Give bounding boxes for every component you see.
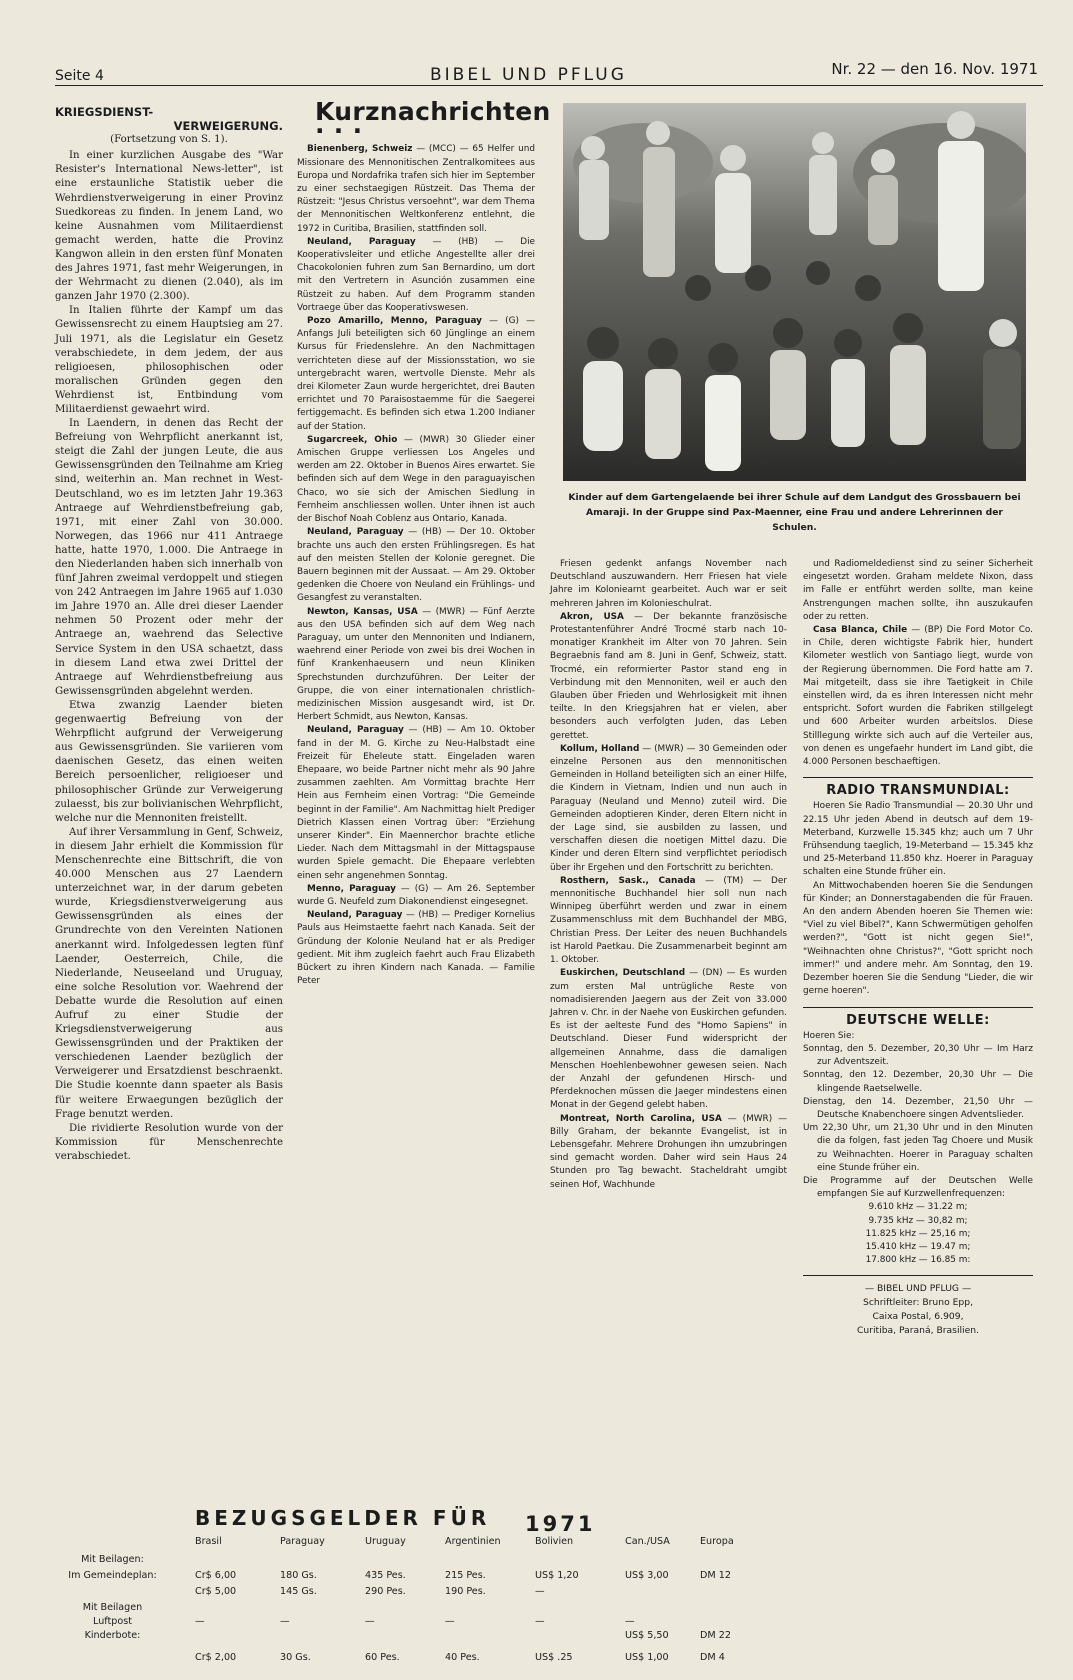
price-cell: 145 Gs. bbox=[280, 1586, 317, 1597]
deutsche-welle-title: DEUTSCHE WELLE: bbox=[846, 1012, 990, 1028]
news-item bbox=[550, 1113, 787, 1192]
prices-column-header: Europa bbox=[700, 1536, 734, 1547]
prices-row-label: Luftpost bbox=[93, 1616, 132, 1627]
price-cell: US$ 1,00 bbox=[625, 1652, 669, 1663]
news-column-4 bbox=[803, 558, 1033, 1338]
news-column-3 bbox=[550, 558, 787, 1192]
dw-item: Um 22,30 Uhr, um 21,30 Uhr und in den Minuten die da folgen, fast jeden Tag Choere und Musik zu Weihnachten. Hoerer in Paraguay schalten eine Stunde früher ein. bbox=[803, 1123, 1033, 1173]
news-item bbox=[803, 558, 1033, 624]
news-location: Montreat, North Carolina, USA bbox=[560, 1113, 722, 1124]
news-item bbox=[297, 883, 535, 909]
news-location: Euskirchen, Deutschland bbox=[560, 968, 686, 979]
prices-row bbox=[55, 1616, 800, 1630]
news-location: Menno, Paraguay bbox=[307, 883, 396, 894]
prices-row bbox=[55, 1652, 800, 1666]
news-location: Casa Blanca, Chile bbox=[813, 625, 908, 636]
price-cell: US$ 1,20 bbox=[535, 1570, 579, 1581]
prices-column-header: Bolivien bbox=[535, 1536, 574, 1547]
photo-caption: Kinder auf dem Gartengelaende bei ihrer Schule auf dem Landgut des Grossbauern bei Amaraji. In der Gruppe sind Pax-Maenner, eine Frau und andere Lehrerinnen der Schulen. bbox=[568, 492, 1021, 533]
price-cell: 180 Gs. bbox=[280, 1570, 317, 1581]
prices-header-row bbox=[55, 1536, 800, 1550]
prices-column-header: Brasil bbox=[195, 1536, 222, 1547]
prices-column-header: Can./USA bbox=[625, 1536, 670, 1547]
prices-column-header: Paraguay bbox=[280, 1536, 325, 1547]
dw-item: Die Programme auf der Deutschen Welle empfangen Sie auf Kurzwellenfrequenzen: bbox=[803, 1175, 1033, 1200]
prices-row-label: Kinderbote: bbox=[84, 1630, 141, 1641]
price-cell: — bbox=[445, 1616, 455, 1627]
news-location: Neuland, Paraguay bbox=[307, 236, 416, 247]
price-cell: 435 Pes. bbox=[365, 1570, 406, 1581]
news-text: — Der bekannte französische Protestantenführer André Trocmé starb nach 10-monatiger Krankheit im Alter von 70 Jahren. Sein Begraebnis fand am 8. Juni in Genf, Schweiz, statt. Trocmé, ein reformierter Pastor stand eng in Verbindung mit den Mennoniten, weil er auch den Glauben über Frieden und Wehrlosigkeit mit ihnen teilte. In den Kriegsjahren hat er vielen, aber besonders auch verfolgten Juden, das Leben gerettet. bbox=[550, 611, 787, 741]
news-text: — (G) — Anfangs Juli beteiligten sich 60 Jünglinge an einem Kursus für Friedenslehre. An den Nachmittagen verrichteten diese auf der Missionsstation, wo sie untergebracht waren, wertvolle Dienste. Mehr als drei Kilometer Zaun wurde hergerichtet, drei Bauten errichtet und 70 Paraisostaemme für die Saegerei fertiggemacht. Es befinden sich etwa 1.200 Indianer auf der Station. bbox=[297, 316, 535, 432]
dw-frequency: 11.825 kHz — 25,16 m; bbox=[865, 1228, 971, 1239]
prices-row bbox=[55, 1570, 800, 1584]
photo-image bbox=[563, 103, 1026, 481]
subscription-prices bbox=[55, 1506, 800, 1676]
paragraph: In einer kurzlichen Ausgabe des "War Resister's International News-letter", ist eine erstaunliche Statistik ueber die Wehrdienstverweigerung in einer Provinz Suedkoreas zu finden. In jenem Land, wo keine Ausnahmen vom Militaerdienst gemacht werden, hatte die Provinz Kangwon allein in den ersten fünf Monaten des Jahres 1971, fast mehr Weigerungen, in der Wehrmacht zu dienen (2.040), als im ganzen Jahr 1970 (2.300). bbox=[55, 150, 283, 303]
imprint bbox=[803, 1282, 1033, 1338]
prices-column-header: Uruguay bbox=[365, 1536, 406, 1547]
article-kriegsdienst bbox=[55, 105, 283, 1164]
prices-row bbox=[55, 1586, 800, 1600]
continuation-note: (Fortsetzung von S. 1). bbox=[110, 134, 228, 146]
news-text: — (HB) — Prediger Kornelius Pauls aus Heimstaette faehrt nach Kanada. Seit der Gründung der Kolonie Neuland hat er als Prediger gedient. Mit ihm zugleich faehrt auch Frau Elizabeth Bückert zu ihren Kindern nach Kanada. — Familie Peter bbox=[297, 910, 535, 987]
paragraph: Die rividierte Resolution wurde von der Kommission für Menschenrechte verabschiedet. bbox=[55, 1122, 283, 1162]
price-cell: 40 Pes. bbox=[445, 1652, 480, 1663]
price-cell: DM 4 bbox=[700, 1652, 725, 1663]
header-rule bbox=[55, 85, 1043, 86]
imprint-line: Curitiba, Paraná, Brasilien. bbox=[856, 1325, 980, 1337]
news-item bbox=[297, 434, 535, 526]
news-item bbox=[550, 611, 787, 743]
news-item bbox=[297, 315, 535, 434]
news-location: Neuland, Paraguay bbox=[307, 725, 404, 736]
news-item bbox=[297, 606, 535, 725]
price-cell: Cr$ 6,00 bbox=[195, 1570, 237, 1581]
radio-paragraph: An Mittwochabenden hoeren Sie die Sendungen für Kinder; an Donnerstagabenden die für Frauen. An den andern Abenden hoeren Sie Themen wie: "Viel zu viel Bibel?", Kann Schwermütigen geholfen werden?", "Gott ist nicht gegen Sie!", "Weihnachten ohne Christus?", "Gott spricht noch immer!" und andere mehr. Am Sonntag, den 19. Dezember hoeren Sie die Sendung "Lieder, die wir gerne hoeren". bbox=[803, 880, 1033, 997]
dw-frequency: 9.735 kHz — 30,82 m; bbox=[868, 1215, 968, 1226]
paragraph: Auf ihrer Versammlung in Genf, Schweiz, in diesem Jahr erhielt die Kommission für Menschenrechte eine Bittschrift, die von 40.000 Menschen aus 27 Laendern unterzeichnet war, in der darum gebeten wurde, Kriegsdienstverweigerung aus Gewissensgründen als eines der Grundrechte von den Vereinten Nationen anerkannt wird. Infolgedessen legten fünf Laender, Oesterreich, Chile, die Niederlande, Neuseeland und Uruguay, eine solche Resolution vor. Waehrend der Debatte wurde die Resolution auf einen Aufruf zu einer Studie der Kriegsdienstverweigerung aus Gewissensgründen und der Praktiken der verschiedenen Laender bezüglich der Verweigerer und Ersatzdienst beschraenkt. Die Studie koennte dann spaeter als Basis für weitere Erwaegungen bezüglich der Frage benutzt werden. bbox=[55, 826, 283, 1120]
article-title-line1: KRIEGSDIENST- bbox=[55, 105, 154, 119]
radio-transmundial-title: RADIO TRANSMUNDIAL: bbox=[826, 783, 1010, 799]
news-text: — (MWR) — Fünf Aerzte aus den USA befinden sich auf dem Weg nach Paraguay, um unter den Mennoniten und Indianern, waehrend einer Periode von zwei bis drei Wochen in fünf Krankenhaeusern und neun Kliniken Sprechstunden durchzuführen. Der Leiter der Gruppe, die von einer internationalen christlich-medizinischen Mission ausgesandt wird, ist Dr. Herbert Schmidt, aus Newton, Kansas. bbox=[297, 606, 536, 723]
news-item bbox=[550, 743, 787, 875]
section-title: Kurznachrichten . . . bbox=[315, 97, 551, 140]
dw-frequency: 9.610 kHz — 31.22 m; bbox=[868, 1202, 968, 1213]
page-number: Seite 4 bbox=[55, 68, 104, 84]
prices-column-header: Argentinien bbox=[445, 1536, 501, 1547]
price-cell: 60 Pes. bbox=[365, 1652, 400, 1663]
news-item bbox=[297, 143, 535, 235]
news-text: — (HB) — Der 10. Oktober brachte uns auch den ersten Frühlingsregen. Es hat auf den meisten Stellen der Kolonie geregnet. Die Bauern beginnen mit der Aussaat. — Am 29. Oktober gedenken die Choere von Neuland ein Frühlings- und Gesangfest zu veranstalten. bbox=[297, 527, 535, 604]
news-item bbox=[803, 624, 1033, 769]
news-location: Sugarcreek, Ohio bbox=[307, 434, 398, 445]
news-text: — (MWR) 30 Glieder einer Amischen Gruppe verliessen Los Angeles und werden am 22. Oktober in Buenos Aires erwartet. Sie befinden sich auf dem Wege in den paraguayischen Chaco, wo sie sich der Amischen Siedlung in Fernheim anschliessen wollen. Unter ihnen ist auch der Bischof Noah Coblenz aus Ontario, Kanada. bbox=[297, 434, 535, 525]
news-text: und Radiomeldedienst sind zu seiner Sicherheit eingesetzt worden. Graham meldete Nixon, dass im Falle er entführt werden sollte, man keine Anstrengungen machen sollte, ihn auszukaufen oder zu retten. bbox=[803, 559, 1033, 622]
prices-row bbox=[55, 1630, 800, 1644]
price-cell: 190 Pes. bbox=[445, 1586, 486, 1597]
paper-name: BIBEL UND PFLUG bbox=[430, 65, 627, 85]
price-cell: 215 Pes. bbox=[445, 1570, 486, 1581]
imprint-line: — BIBEL UND PFLUG — bbox=[864, 1283, 972, 1295]
issue-date: Nr. 22 — den 16. Nov. 1971 bbox=[831, 60, 1038, 78]
price-cell: Cr$ 5,00 bbox=[195, 1586, 237, 1597]
radio-paragraph: Hoeren Sie Radio Transmundial — 20.30 Uhr und 22.15 Uhr jeden Abend in deutsch auf dem 19-Meterband, Kurzwelle 15.345 khz; auch um 7 Uhr Frühsendung taeglich, 19-Meterband — 15.345 khz und 25-Meterband 11.850 khz. Hoerer in Paraguay schalten eine Stunde früher ein. bbox=[803, 801, 1033, 878]
prices-year: 1971 bbox=[525, 1512, 596, 1536]
price-cell: US$ .25 bbox=[535, 1652, 573, 1663]
prices-row-label: Mit Beilagen bbox=[82, 1602, 143, 1613]
news-text: — (G) — Am 26. September wurde G. Neufeld zum Diakonendienst eingesegnet. bbox=[297, 883, 535, 907]
paragraph: In Laendern, in denen das Recht der Befreiung von Wehrpflicht anerkannt ist, steigt die Zahl der jungen Leute, die aus Gewissensgründen den Teilnahme am Krieg sind, weiterhin an. Man rechnet in West-Deutschland, wo es im letzten Jahr 19.363 Antraege auf Wehrdienstbefreiung gab, 1971, mit einer Zahl von 30.000. Norwegen, das 1966 nur 411 Antraege hatte, hatte 1970, 1.000. Die Antraege in den Niederlanden haben sich innerhalb von fünf Jahren zweimal verdoppelt und stiegen von 242 Antraegen im Jahre 1965 auf 1.030 im Jahre 1970 an. Alle drei dieser Laender nehmen 50 Prozent oder mehr der Antraege an, waehrend das Selective Service System in den USA schaetzt, dass in diesem Land etwa zwei Drittel der Antraege auf Wehrdienstbefreiung aus Gewissensgründen abgelehnt werden. bbox=[55, 418, 283, 697]
price-cell: US$ 5,50 bbox=[625, 1630, 669, 1641]
news-location: Kollum, Holland bbox=[560, 743, 640, 754]
news-item bbox=[297, 724, 535, 882]
dw-item: Sonntag, den 5. Dezember, 20,30 Uhr — Im Harz zur Adventszeit. bbox=[803, 1043, 1033, 1068]
news-text: Friesen gedenkt anfangs November nach Deutschland auszuwandern. Herr Friesen hat viele Jahre im Koloniearnt gearbeitet. Auch war er seit mehreren Jahren im Kolonieschulrat. bbox=[550, 559, 787, 609]
news-item bbox=[550, 875, 787, 967]
price-cell: — bbox=[625, 1616, 635, 1627]
prices-row-label: Im Gemeindeplan: bbox=[68, 1570, 157, 1581]
price-cell: — bbox=[280, 1616, 290, 1627]
news-location: Pozo Amarillo, Menno, Paraguay bbox=[307, 316, 482, 327]
price-cell: 290 Pes. bbox=[365, 1586, 406, 1597]
news-text: — (MWR) — 30 Gemeinden oder einzelne Personen aus den mennonitischen Gemeinden in Holland beteiligten sich an einer Hilfe, die Kindern in Vietnam, Indien und nun auch in Paraguay (Neuland und Menno) zuteil wird. Die Gemeinden adoptieren Kinder, deren Eltern nicht in der Lage sind, sie ausbilden zu lassen, und verschaffen diesen die noetigen Mittel dazu. Die Kinder und deren Eltern sind verpflichtet periodisch über ihr Ergehen und den Fortschritt zu berichten. bbox=[550, 743, 787, 873]
price-cell: — bbox=[365, 1616, 375, 1627]
news-text: — (MWR) — Billy Graham, der bekannte Evangelist, ist in Lebensgefahr. Mehrere Drohungen ihn umzubringen sind gemacht worden. Daher wird sein Haus 24 Stunden pro Tag bewacht. Stacheldraht umgibt seinen Hof, Wachhunde bbox=[550, 1113, 787, 1190]
price-cell: — bbox=[535, 1586, 545, 1597]
news-location: Newton, Kansas, USA bbox=[307, 606, 418, 617]
news-text: — (HB) — Die Kooperativsleiter und etliche Angestellte aller drei Chacokolonien fuhren zum San Bernardino, um dort mit den Vertretern in Asunción zusammen eine Rüstzeit zu haben. Auf dem Programm standen Vortraege über das Kooperativswesen. bbox=[297, 236, 535, 313]
news-location: Neuland, Paraguay bbox=[307, 527, 404, 538]
section-rule bbox=[803, 1275, 1033, 1276]
price-cell: US$ 3,00 bbox=[625, 1570, 669, 1581]
news-text: — (HB) — Am 10. Oktober fand in der M. G. Kirche zu Neu-Halbstadt eine Freizeit für Eheleute statt. Eingeladen waren Ehepaare, wo beide Partner nicht mehr als 90 Jahre zusammen zaehlten. Am Vormittag brachte Herr Hein aus Fernheim einen Vortrag: "Die Gemeinde beginnt in der Familie". Am Nachmittag hielt Prediger Dietrich Klassen einen Vortrag über: "Erziehung unserer Kinder". Ein Maennerchor brachte etliche Lieder. Nach dem Mittagsmahl in der Mittagspause wurden Spiele gemacht. Die Ehepaare verlebten einen sehr angenehmen Sonntag. bbox=[297, 725, 535, 881]
price-cell: DM 22 bbox=[700, 1630, 731, 1641]
news-item bbox=[297, 236, 535, 315]
news-location: Neuland, Paraguay bbox=[307, 910, 403, 921]
article-title-line2: VERWEIGERUNG. bbox=[173, 119, 283, 134]
section-rule bbox=[803, 777, 1033, 778]
dw-frequency: 17.800 kHz — 16.85 m: bbox=[865, 1255, 971, 1266]
news-text: — (BP) Die Ford Motor Co. in Chile, deren wichtigste Fabrik hier, hundert Kilometer westlich von Santiago liegt, wurde von der Regierung übernommen. Die Ford hatte am 7. Mai mitgeteilt, dass sie ihre Taetigkeit in Chile einstellen wird, da es ihren Interessen nicht mehr entspricht. Sofort wurden die Fabriken stillgelegt und 600 Arbeiter wurden arbeitslos. Diese Stilllegung wirkte sich auch auf die Verteiler aus, von denen es ungefaehr hundert im Land gibt, die 4.000 Personen beschaeftigen. bbox=[803, 625, 1033, 768]
price-cell: 30 Gs. bbox=[280, 1652, 311, 1663]
deutsche-welle-program bbox=[803, 1030, 1033, 1268]
prices-title: BEZUGSGELDER FÜR bbox=[195, 1506, 491, 1530]
prices-row-label: Mit Beilagen: bbox=[81, 1554, 144, 1565]
page-header bbox=[55, 60, 1038, 88]
price-cell: DM 12 bbox=[700, 1570, 731, 1581]
price-cell: — bbox=[535, 1616, 545, 1627]
news-item bbox=[297, 909, 535, 988]
price-cell: — bbox=[195, 1616, 205, 1627]
price-cell: Cr$ 2,00 bbox=[195, 1652, 237, 1663]
dw-frequency: 15.410 kHz — 19.47 m; bbox=[865, 1241, 971, 1252]
group-photo bbox=[563, 103, 1026, 481]
news-location: Akron, USA bbox=[560, 611, 624, 622]
paragraph: In Italien führte der Kampf um das Gewissensrecht zu einem Hauptsieg am 27. Juli 1971, als die Legislatur ein Gesetz verabschiedete, in dem jedem, der aus religioesen, philosophischen oder moralischen Gründen gegen den Wehrdienst ist, Entbindung vom Militaerdienst gewaehrt wird. bbox=[55, 305, 283, 415]
prices-row bbox=[55, 1602, 800, 1616]
dw-item: Sonntag, den 12. Dezember, 20,30 Uhr — Die klingende Raetselwelle. bbox=[803, 1070, 1033, 1094]
news-item bbox=[550, 558, 787, 611]
imprint-line: Caixa Postal, 6.909, bbox=[872, 1311, 964, 1323]
news-location: Rosthern, Sask., Canada bbox=[560, 875, 696, 886]
news-text: — (TM) — Der mennonitische Buchhandel hier soll nun nach Winnipeg überführt werden und zwar in einem Zusammenschluss mit dem Buchhandel der MBG, Christian Press. Der Leiter des neuen Buchhandels ist Harold Paetkau. Die Zusammenarbeit beginnt am 1. Oktober. bbox=[550, 875, 787, 966]
section-rule bbox=[803, 1007, 1033, 1008]
news-text: — (DN) — Es wurden zum ersten Mal untrügliche Reste von nomadisierenden Jaegern aus der Zeit von 33.000 Jahren v. Chr. in der Naehe von Euskirchen gefunden. Es ist der aelteste Fund des "Homo Sapiens" in Deutschland. Dieser Fund widerspricht der allgemeinen Annahme, dass die damaligen Menschen Hoehlenbewohner gewesen seien. Nach der Anzahl der gefundenen Hirsch- und Pferdeknochen müssen die Jaeger mindestens einen Monat in der Gegend gelebt haben. bbox=[550, 968, 787, 1111]
dw-intro: Hoeren Sie: bbox=[803, 1030, 855, 1041]
news-text: — (MCC) — 65 Helfer und Missionare des Mennonitischen Zentralkomitees aus Europa und Nordafrika trafen sich hier im September zu einer sechstaegigen Rüstzeit. Das Thema der Rüstzeit: "Jesus Christus versoehnt", war dem Thema der Mennonitischen Weltkonferenz entlehnt, die 1972 in Curitiba, Brasilien, stattfinden soll. bbox=[297, 144, 535, 234]
imprint-line: Schriftleiter: Bruno Epp, bbox=[862, 1297, 973, 1309]
dw-item: Dienstag, den 14. Dezember, 21,50 Uhr — Deutsche Knabenchoere singen Adventslieder. bbox=[803, 1096, 1033, 1120]
news-item bbox=[550, 967, 787, 1112]
news-location: Bienenberg, Schweiz bbox=[307, 144, 413, 155]
paragraph: Etwa zwanzig Laender bieten gegenwaertig Befreiung von der Wehrpflicht aufgrund der Verweigerung aus Gewissensgründen. Sie variieren vom daenischen Gesetz, das einen weiten Bereich persoenlicher, religioeser und philosophischer Gründe zur Verweigerung zulaesst, bis zur bolivianischen Wehrpflicht, welche nur die Mennoniten freistellt. bbox=[55, 699, 283, 824]
kurznachrichten-column bbox=[297, 97, 551, 988]
news-item bbox=[297, 526, 535, 605]
prices-row bbox=[55, 1554, 800, 1568]
